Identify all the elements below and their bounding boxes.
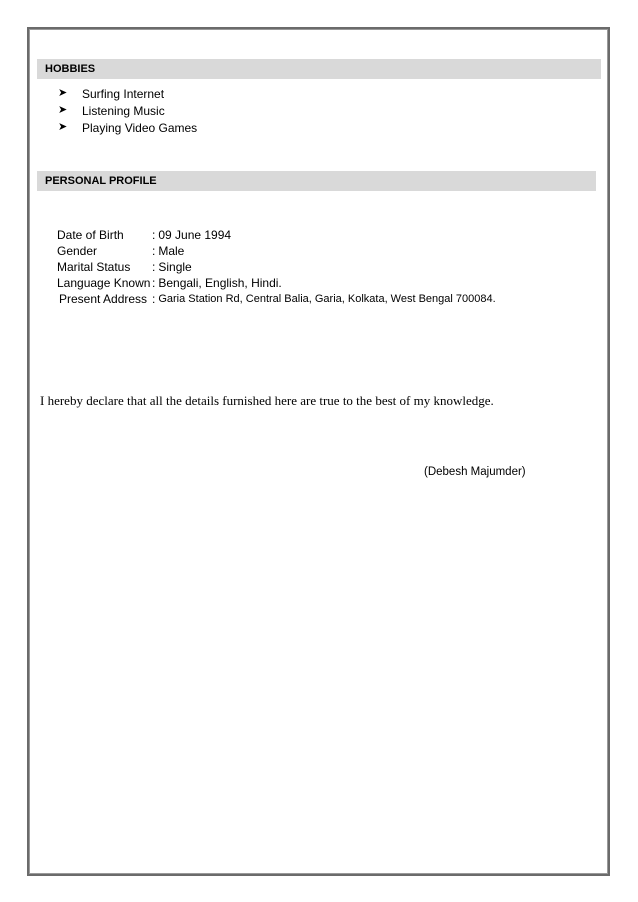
- profile-value: Bengali, English, Hindi.: [158, 276, 282, 290]
- list-item: [58, 102, 197, 119]
- personal-profile-table: [57, 227, 496, 307]
- profile-separator: :: [152, 244, 156, 258]
- list-item: [58, 85, 197, 102]
- declaration-text: I hereby declare that all the details furnished here are true to the best of my knowledge.: [40, 393, 494, 408]
- profile-label: Marital Status: [57, 260, 131, 274]
- arrow-bullet-icon: ➤: [58, 87, 68, 99]
- hobby-label: Playing Video Games: [82, 120, 198, 135]
- profile-row-language: [57, 275, 496, 291]
- profile-row-dob: [57, 227, 496, 243]
- profile-row-gender: [57, 243, 496, 259]
- profile-value: Single: [158, 260, 192, 274]
- arrow-bullet-icon: ➤: [58, 104, 68, 116]
- profile-separator: :: [152, 276, 156, 290]
- profile-value: Male: [158, 244, 185, 258]
- signature-name: (Debesh Majumder): [424, 466, 526, 478]
- profile-value: 09 June 1994: [158, 228, 232, 242]
- hobbies-heading: HOBBIES: [37, 59, 601, 79]
- arrow-bullet-icon: ➤: [58, 121, 68, 133]
- hobbies-list: [58, 85, 197, 136]
- profile-row-address: [57, 291, 496, 307]
- profile-label: Language Known: [57, 276, 151, 290]
- list-item: [58, 119, 197, 136]
- profile-label: Date of Birth: [57, 228, 124, 242]
- profile-value: Garia Station Rd, Central Balia, Garia, Kolkata, West Bengal 700084.: [158, 293, 496, 305]
- page-border: [27, 27, 610, 876]
- profile-separator: :: [152, 228, 156, 242]
- hobby-label: Surfing Internet: [82, 86, 165, 101]
- hobby-label: Listening Music: [82, 103, 165, 118]
- profile-label: Gender: [57, 244, 98, 258]
- profile-separator: :: [152, 260, 156, 274]
- profile-label: Present Address: [59, 292, 148, 306]
- personal-profile-heading: PERSONAL PROFILE: [37, 171, 596, 191]
- profile-row-marital-status: [57, 259, 496, 275]
- profile-separator: :: [152, 292, 156, 306]
